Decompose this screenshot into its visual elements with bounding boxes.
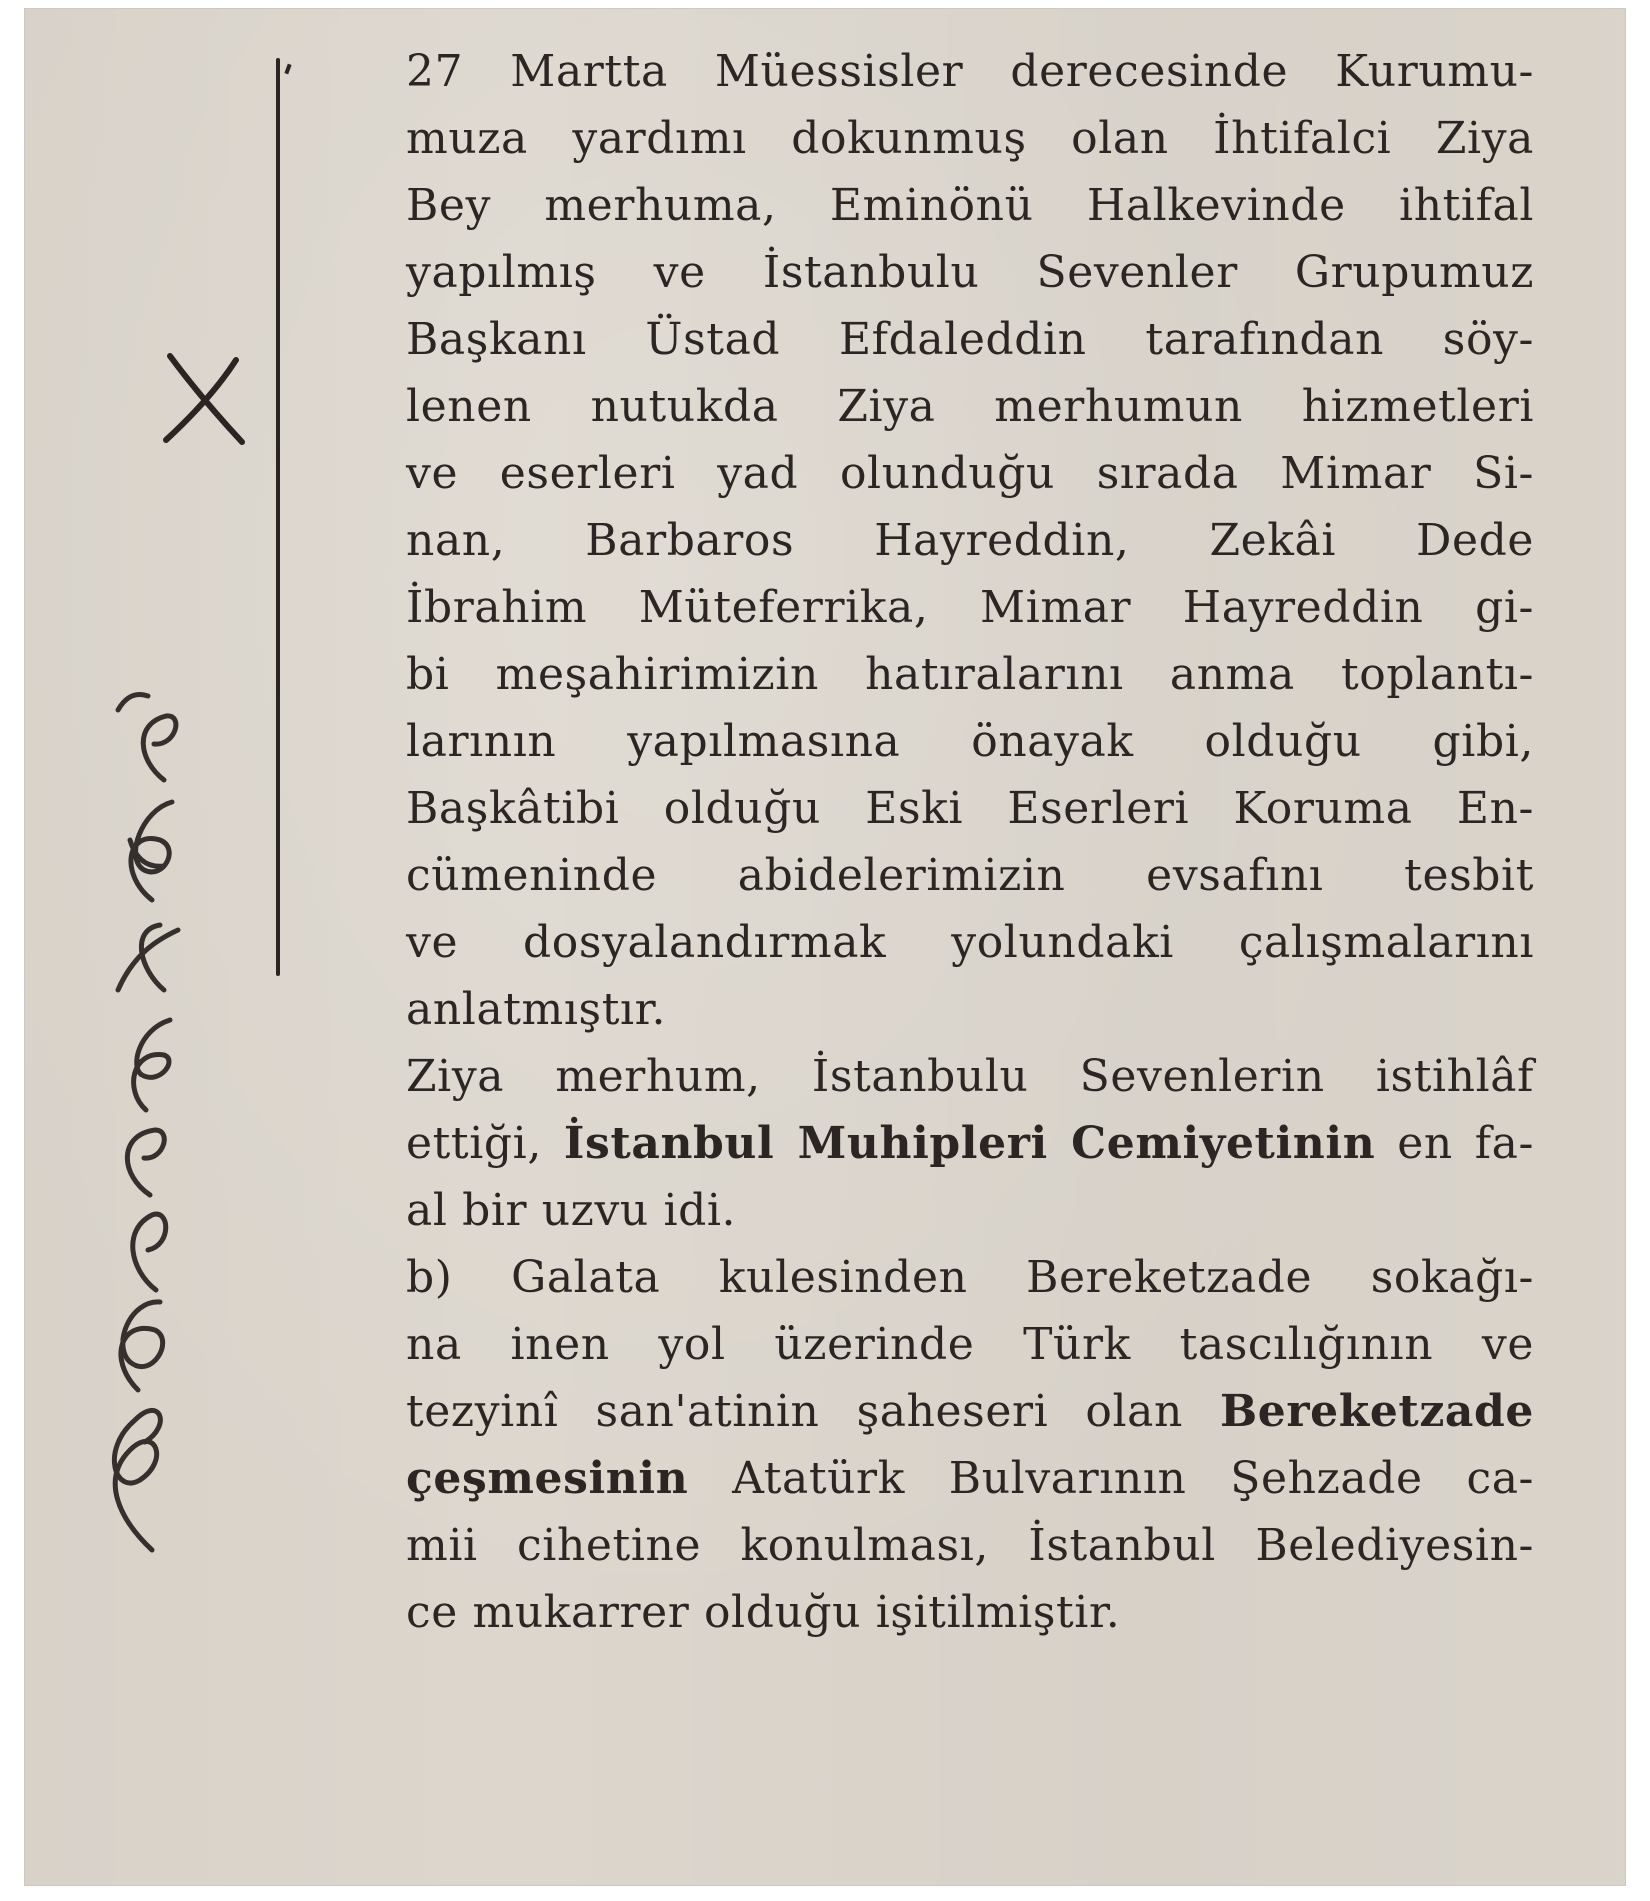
text-line: ve eserleri yad olunduğu sırada Mimar Si- [406,448,1534,499]
text-line: cümeninde abidelerimizin evsafını tesbit [406,850,1534,901]
handwritten-x-mark [160,348,250,448]
text-line: na inen yol üzerinde Türk tascılığının ve [406,1319,1534,1370]
paragraph-2 [406,1043,1534,1244]
society-name-bold: İstanbul Muhipleri Cemiyetinin [563,1118,1376,1169]
text-line: mii cihetine konulması, İstanbul Belediyesin- [406,1520,1534,1571]
text-line: nan, Barbaros Hayreddin, Zekâi Dede [406,515,1534,566]
text-line: bi meşahirimizin hatıralarını anma toplantı- [406,649,1534,700]
text-fragment: Atatürk Bulvarının Şehzade ca- [688,1453,1534,1504]
text-line [406,1110,1534,1177]
article-body [406,38,1534,1646]
text-line: İbrahim Müteferrika, Mimar Hayreddin gi- [406,582,1534,633]
text-line: ce mukarrer olduğu işitilmiştir. [406,1587,1121,1638]
text-line: Başkanı Üstad Efdaleddin tarafından söy- [406,314,1534,365]
text-line: lenen nutukda Ziya merhumun hizmetleri [406,381,1534,432]
text-line: Bey merhuma, Eminönü Halkevinde ihtifal [406,180,1534,231]
fountain-name-bold: çeşmesinin [406,1453,689,1504]
text-line [406,1378,1534,1445]
margin-vertical-line [276,58,280,976]
fountain-name-bold: Bereketzade [1219,1386,1534,1437]
text-line: Ziya merhum, İstanbulu Sevenlerin istihlâf [406,1051,1534,1102]
text-line: Başkâtibi olduğu Eski Eserleri Koruma En- [406,783,1534,834]
text-line: anlatmıştır. [406,984,667,1035]
handwritten-signature [60,690,200,1590]
text-fragment: en fa- [1375,1118,1534,1169]
text-fragment: tezyinî san'atinin şaheseri olan [406,1386,1220,1437]
text-line: al bir uzvu idi. [406,1185,737,1236]
text-line [406,1445,1534,1512]
paragraph-3 [406,1244,1534,1646]
text-line: larının yapılmasına önayak olduğu gibi, [406,716,1534,767]
text-line: yapılmış ve İstanbulu Sevenler Grupumuz [406,247,1534,298]
paragraph-1 [406,38,1534,1043]
text-fragment: ettiği, [406,1118,564,1169]
text-line: 27 Martta Müessisler derecesinde Kurumu- [406,46,1534,97]
text-line: b) Galata kulesinden Bereketzade sokağı- [406,1252,1534,1303]
text-line: ve dosyalandırmak yolundaki çalışmalarını [406,917,1534,968]
text-line: muza yardımı dokunmuş olan İhtifalci Ziya [406,113,1534,164]
